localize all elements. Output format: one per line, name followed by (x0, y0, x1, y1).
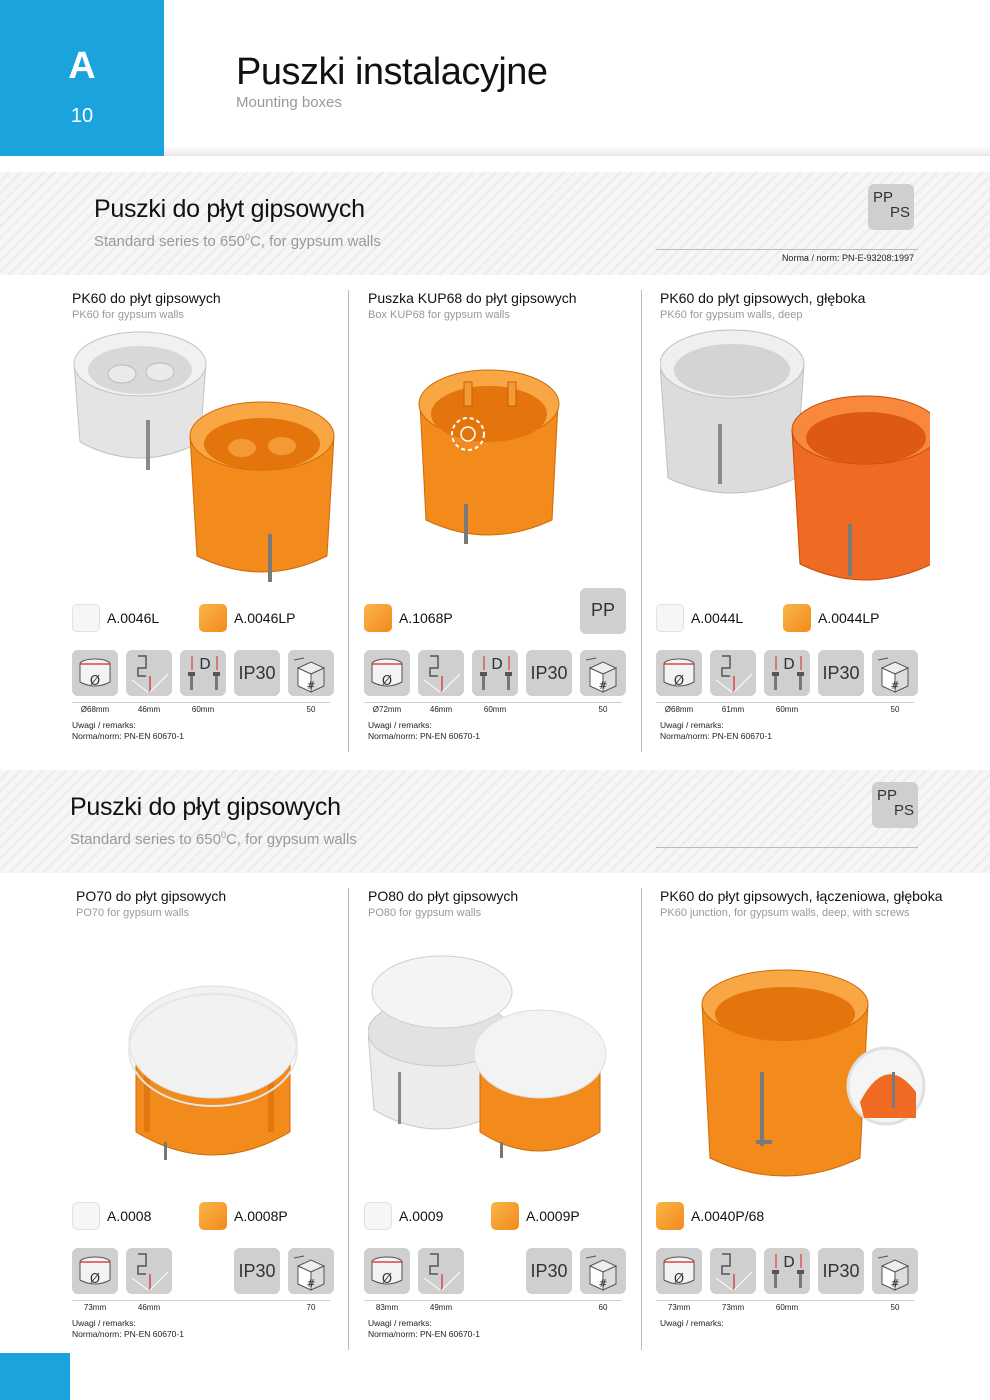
pack-value: 70 (306, 1303, 316, 1312)
screw-value: 60mm (191, 705, 215, 714)
product-image (368, 922, 638, 1192)
product-title: PK60 do płyt gipsowych, łączeniowa, głęboka (660, 888, 943, 904)
diameter-icon (364, 1248, 410, 1294)
ip-rating-badge: IP30 (818, 1248, 864, 1294)
ip-rating-badge: IP30 (526, 1248, 572, 1294)
svg-text:#: # (306, 1277, 316, 1290)
product-card: Puszka KUP68 do płyt gipsowych Box KUP68 for gypsum walls A.1068P PP Ø D IP30 # Ø72mm 46mm 60mm 50 Uwagi / remarks: Norma/norm: PN-EN 60670-1 (368, 290, 638, 752)
pack-value: 50 (890, 705, 900, 714)
screw-value: 60mm (775, 1303, 799, 1312)
product-subtitle: PO80 for gypsum walls (368, 907, 482, 919)
screw-icon (764, 1248, 810, 1294)
depth-icon (126, 650, 172, 696)
svg-text:#: # (890, 1277, 900, 1290)
svg-text:Ø: Ø (89, 1272, 101, 1287)
color-swatch-orange (199, 1202, 227, 1230)
product-subtitle: PK60 for gypsum walls, deep (660, 309, 803, 321)
section-title: Puszki do płyt gipsowych (70, 793, 341, 821)
diameter-icon (72, 1248, 118, 1294)
norm-rule (656, 847, 918, 848)
depth-icon (126, 1248, 172, 1294)
color-swatch-white (656, 604, 684, 632)
diameter-value: 73mm (83, 1303, 107, 1312)
product-title: PK60 do płyt gipsowych (72, 290, 221, 306)
norm-rule (656, 249, 918, 250)
diameter-icon (656, 1248, 702, 1294)
diameter-icon (72, 650, 118, 696)
color-swatch-orange (364, 604, 392, 632)
section-title: Puszki do płyt gipsowych (94, 195, 365, 223)
svg-text:Ø: Ø (381, 1272, 393, 1287)
product-subtitle: PO70 for gypsum walls (76, 907, 190, 919)
remarks: Uwagi / remarks: Norma/norm: PN-EN 60670-1 (368, 1318, 480, 1339)
section-band-1 (0, 172, 990, 275)
product-subtitle: Box KUP68 for gypsum walls (368, 309, 510, 321)
material-badge: PP (580, 588, 626, 634)
package-icon (872, 1248, 918, 1294)
depth-icon (418, 650, 464, 696)
spec-rule (656, 1300, 914, 1301)
product-subtitle: PK60 for gypsum walls (72, 309, 184, 321)
svg-text:Ø: Ø (381, 674, 393, 689)
section-letter: A (68, 45, 96, 87)
remarks: Uwagi / remarks: Norma/norm: PN-EN 60670-1 (660, 720, 772, 741)
svg-text:#: # (598, 1277, 608, 1290)
svg-text:Ø: Ø (673, 674, 685, 689)
remarks: Uwagi / remarks: Norma/norm: PN-EN 60670-1 (72, 1318, 184, 1339)
svg-text:D: D (199, 655, 211, 673)
package-icon (288, 650, 334, 696)
diameter-icon (364, 650, 410, 696)
svg-text:#: # (306, 679, 316, 692)
screw-icon (472, 650, 518, 696)
spec-rule (364, 1300, 622, 1301)
ip-rating-badge: IP30 (818, 650, 864, 696)
column-divider (641, 290, 642, 752)
depth-icon (710, 650, 756, 696)
depth-value: 46mm (429, 705, 453, 714)
depth-value: 46mm (137, 705, 161, 714)
depth-value: 49mm (429, 1303, 453, 1312)
ip-rating-badge: IP30 (526, 650, 572, 696)
color-swatch-orange (783, 604, 811, 632)
section-band-2 (0, 770, 990, 873)
depth-icon (418, 1248, 464, 1294)
color-swatch-orange (656, 1202, 684, 1230)
remarks: Uwagi / remarks: Norma/norm: PN-EN 60670-1 (368, 720, 480, 741)
svg-text:D: D (783, 655, 795, 673)
svg-text:D: D (783, 1253, 795, 1271)
diameter-value: 83mm (375, 1303, 399, 1312)
svg-text:Ø: Ø (89, 674, 101, 689)
product-card: PK60 do płyt gipsowych, głęboka PK60 for gypsum walls, deep A.0044L A.0044LP Ø D IP30 # Ø68mm 61mm 60mm 50 Uwagi / remarks: Norma/norm: PN-EN 60670-1 (660, 290, 930, 752)
spec-rule (656, 702, 914, 703)
spec-rule (72, 1300, 330, 1301)
product-subtitle: PK60 junction, for gypsum walls, deep, with screws (660, 907, 910, 919)
ip-rating-badge: IP30 (234, 650, 280, 696)
depth-value: 73mm (721, 1303, 745, 1312)
ip-rating-badge: IP30 (234, 1248, 280, 1294)
column-divider (348, 290, 349, 752)
diameter-icon (656, 650, 702, 696)
product-image (368, 324, 638, 594)
product-title: PK60 do płyt gipsowych, głęboka (660, 290, 866, 306)
remarks: Uwagi / remarks: (660, 1318, 724, 1328)
pack-value: 60 (598, 1303, 608, 1312)
product-card: PK60 do płyt gipsowych PK60 for gypsum walls A.0046L A.0046LP Ø D IP30 # Ø68mm 46mm 60mm 50 Uwagi / remarks: Norma/norm: PN-EN 60670-1 (72, 290, 342, 752)
screw-icon (180, 650, 226, 696)
screw-value: 60mm (775, 705, 799, 714)
diameter-value: Ø68mm (80, 705, 110, 714)
pack-value: 50 (598, 705, 608, 714)
header-shadow-bar (164, 146, 990, 156)
color-swatch-white (72, 1202, 100, 1230)
color-swatch-orange (199, 604, 227, 632)
section-subtitle: Standard series to $650^0C$, for gypsum walls (70, 830, 357, 848)
page-title: Puszki instalacyjne (236, 51, 548, 93)
material-badge: PP PS (868, 184, 914, 230)
screw-icon (764, 650, 810, 696)
corner-accent (0, 1353, 70, 1400)
column-divider (348, 888, 349, 1350)
column-divider (641, 888, 642, 1350)
color-swatch-white (72, 604, 100, 632)
product-title: Puszka KUP68 do płyt gipsowych (368, 290, 577, 306)
section-tab (0, 0, 164, 156)
package-icon (580, 1248, 626, 1294)
package-icon (288, 1248, 334, 1294)
pack-value: 50 (306, 705, 316, 714)
svg-text:#: # (890, 679, 900, 692)
product-card: PO80 do płyt gipsowych PO80 for gypsum walls A.0009 A.0009P Ø IP30 # 83mm 49mm 60 Uwagi / remarks: Norma/norm: PN-EN 60670-1 (368, 888, 638, 1350)
material-badge: PP PS (872, 782, 918, 828)
package-icon (580, 650, 626, 696)
diameter-value: Ø68mm (664, 705, 694, 714)
screw-value: 60mm (483, 705, 507, 714)
product-image (72, 324, 342, 594)
product-image (72, 922, 342, 1192)
diameter-value: Ø72mm (372, 705, 402, 714)
remarks: Uwagi / remarks: Norma/norm: PN-EN 60670-1 (72, 720, 184, 741)
color-swatch-orange (491, 1202, 519, 1230)
spec-rule (72, 702, 330, 703)
pack-value: 50 (890, 1303, 900, 1312)
svg-text:Ø: Ø (673, 1272, 685, 1287)
section-subtitle: Standard series to $650^0C$, for gypsum walls (94, 232, 381, 250)
product-title: PO70 do płyt gipsowych (76, 888, 227, 904)
package-icon (872, 650, 918, 696)
product-title: PO80 do płyt gipsowych (368, 888, 519, 904)
product-card: PO70 do płyt gipsowych PO70 for gypsum walls A.0008 A.0008P Ø IP30 # 73mm 46mm 70 Uwagi / remarks: Norma/norm: PN-EN 60670-1 (72, 888, 342, 1350)
product-image (660, 324, 930, 594)
section-norm: Norma / norm: PN-E-93208:1997 (781, 253, 914, 263)
diameter-value: 73mm (667, 1303, 691, 1312)
depth-value: 46mm (137, 1303, 161, 1312)
color-swatch-white (364, 1202, 392, 1230)
page-number: 10 (70, 105, 94, 127)
product-card: PK60 do płyt gipsowych, łączeniowa, głęboka PK60 junction, for gypsum walls, deep, with screws A.0040P/68 Ø D IP30 # 73mm 73mm 60mm 50 Uwagi / remarks: (660, 888, 930, 1350)
spec-rule (364, 702, 622, 703)
depth-icon (710, 1248, 756, 1294)
depth-value: 61mm (721, 705, 745, 714)
product-image (660, 922, 930, 1192)
svg-text:D: D (491, 655, 503, 673)
svg-text:#: # (598, 679, 608, 692)
page-subtitle: Mounting boxes (236, 94, 342, 111)
